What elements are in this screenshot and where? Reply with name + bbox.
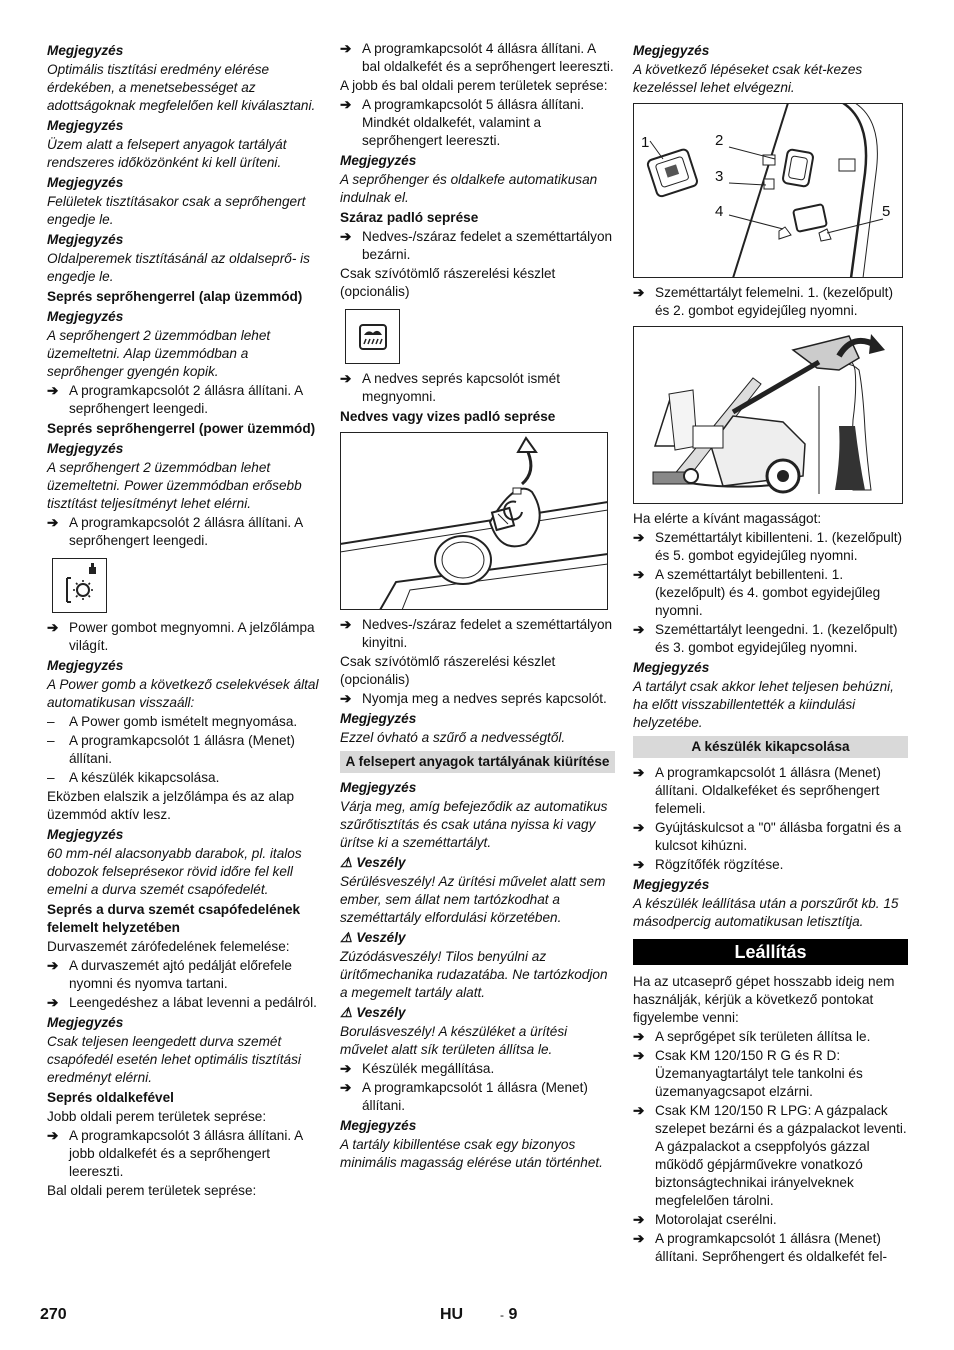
item-text: A programkapcsolót 2 állásra állítani. A seprőhengert leengedi. <box>69 515 303 548</box>
item-text: A programkapcsolót 1 állásra (Menet) állítani. <box>69 733 295 766</box>
section-heading: Seprés a durva szemét csapófedelének felemelt helyzetében <box>47 902 301 935</box>
dash-bullet: – <box>47 714 55 729</box>
section-heading: Seprés seprőhengerrel (power üzemmód) <box>47 421 316 436</box>
item-text: Csak KM 120/150 R G és R D: Üzemanyagtartályt tele tankolni és üzemanyagcsapot elzárni. <box>655 1048 863 1099</box>
note-text: Borulásveszély! A készüléket a ürítési művelet alatt sík területen állítsa le. <box>340 1024 568 1057</box>
note-heading: Megjegyzés <box>47 1015 124 1030</box>
dash-list-item <box>47 732 322 768</box>
section-heading: Seprés seprőhengerrel (alap üzemmód) <box>47 289 303 304</box>
note-text: Felületek tisztításakor csak a seprőhengert engedje le. <box>47 194 306 227</box>
instruction-step <box>340 690 615 708</box>
item-text: A programkapcsolót 1 állásra (Menet) állítani. Seprőhengert és oldalkefét fel- <box>655 1231 887 1264</box>
arrow-icon: ➔ <box>633 1212 645 1227</box>
item-text: Szeméttartályt leengedni. 1. (kezelőpult) és 3. gombot egyidejűleg nyomni. <box>655 622 898 655</box>
arrow-icon: ➔ <box>633 1048 645 1063</box>
dash-list-item <box>47 713 322 731</box>
body-text: Csak szívótömlő rászerelési készlet (opcionális) <box>340 266 556 299</box>
panel-label-5: 5 <box>882 203 891 220</box>
instruction-step <box>633 1102 908 1210</box>
arrow-icon: ➔ <box>47 995 59 1010</box>
note-text: Oldalperemek tisztításánál az oldalseprő- is engedje le. <box>47 251 310 284</box>
subsection-title: A felsepert anyagok tartályának kiürítése <box>340 751 615 773</box>
warning-icon: ⚠ <box>340 930 353 945</box>
dash-list-item <box>47 769 322 787</box>
instruction-step <box>633 764 908 818</box>
body-text: Eközben elalszik a jelzőlámpa és az alap üzemmód aktív lesz. <box>47 789 295 822</box>
item-text: A szeméttartályt bebillenteni. 1. (kezelőpult) és 4. gombot egyidejűleg nyomni. <box>655 567 881 618</box>
instruction-step <box>633 566 908 620</box>
panel-label-4: 4 <box>715 203 724 220</box>
instruction-step <box>340 1060 615 1078</box>
arrow-icon: ➔ <box>633 765 645 780</box>
instruction-step <box>633 1211 908 1229</box>
arrow-icon: ➔ <box>340 97 352 112</box>
body-text: A jobb és bal oldali perem területek seprése: <box>340 78 608 93</box>
item-text: Gyújtáskulcsot a "0" állásba forgatni és a kulcsot kihúzni. <box>655 820 902 853</box>
arrow-icon: ➔ <box>633 622 645 637</box>
item-text: A Power gomb ismételt megnyomása. <box>69 714 298 729</box>
arrow-icon: ➔ <box>47 620 59 635</box>
note-heading: Megjegyzés <box>633 877 710 892</box>
instruction-step <box>47 514 322 550</box>
arrow-icon: ➔ <box>340 1061 352 1076</box>
note-heading: Megjegyzés <box>340 711 417 726</box>
body-text: Ha az utcaseprő gépet hosszabb ideig nem használják, kérjük a következő pontokat figyelembe venni: <box>633 974 895 1025</box>
note-heading: Megjegyzés <box>340 153 417 168</box>
machine-illustration <box>633 326 903 504</box>
instruction-step <box>340 1079 615 1115</box>
local-page-number: 9 <box>508 1306 518 1323</box>
panel-label-3: 3 <box>715 168 724 185</box>
instruction-step <box>47 619 322 655</box>
arrow-icon: ➔ <box>633 820 645 835</box>
item-text: Nedves-/száraz fedelet a szeméttartályon kinyitni. <box>362 617 613 650</box>
arrow-icon: ➔ <box>633 857 645 872</box>
note-heading: Megjegyzés <box>47 175 124 190</box>
lid-illustration <box>340 432 608 610</box>
column-left <box>47 40 322 1201</box>
item-text: Szeméttartályt felemelni. 1. (kezelőpult) és 2. gombot egyidejűleg nyomni. <box>655 285 893 318</box>
instruction-step <box>47 1127 322 1181</box>
note-heading: Megjegyzés <box>47 658 124 673</box>
arrow-icon: ➔ <box>340 691 352 706</box>
item-text: A programkapcsolót 1 állásra (Menet) állítani. <box>362 1080 588 1113</box>
arrow-icon: ➔ <box>633 567 645 582</box>
warning-icon: ⚠ <box>340 1005 353 1020</box>
instruction-step <box>633 529 908 565</box>
language-code: HU <box>440 1306 464 1323</box>
arrow-icon: ➔ <box>47 958 59 973</box>
item-text: Nedves-/száraz fedelet a szeméttartályon bezárni. <box>362 229 613 262</box>
arrow-icon: ➔ <box>633 1231 645 1246</box>
section-heading: Száraz padló seprése <box>340 210 479 225</box>
instruction-step <box>340 370 615 406</box>
item-text: Leengedéshez a lábat levenni a pedálról. <box>69 995 317 1010</box>
note-text: A tartályt csak akkor lehet teljesen behúzni, ha előtt visszabillentették a kiindulási helyzetébe. <box>633 679 894 730</box>
instruction-step <box>340 228 615 264</box>
note-heading: Megjegyzés <box>47 232 124 247</box>
body-text: Durvaszemét zárófedelének felemelése: <box>47 939 290 954</box>
dash-bullet: – <box>47 733 55 748</box>
instruction-step <box>340 616 615 652</box>
instruction-step <box>633 621 908 657</box>
dash-bullet: – <box>47 770 55 785</box>
note-heading: Megjegyzés <box>47 827 124 842</box>
note-text: A seprőhenger és oldalkefe automatikusan indulnak el. <box>340 172 598 205</box>
warning-icon: ⚠ <box>340 855 353 870</box>
arrow-icon: ➔ <box>340 617 352 632</box>
danger-label: Veszély <box>356 930 406 945</box>
note-heading: Megjegyzés <box>633 660 710 675</box>
column-middle <box>340 40 615 1173</box>
arrow-icon: ➔ <box>340 229 352 244</box>
arrow-icon: ➔ <box>633 1029 645 1044</box>
item-text: A programkapcsolót 2 állásra állítani. A seprőhengert leengedi. <box>69 383 303 416</box>
item-text: Rögzítőfék rögzítése. <box>655 857 784 872</box>
note-text: A seprőhengert 2 üzemmódban lehet üzemeltetni. Alap üzemmódban a seprőhenger gyengén kopik. <box>47 328 271 379</box>
note-text: Optimális tisztítási eredmény elérése érdekében, a menetsebességet az adottságoknak megfelelően kell kiválasztani. <box>47 62 316 113</box>
arrow-icon: ➔ <box>47 515 59 530</box>
instruction-step <box>633 1047 908 1101</box>
danger-label: Veszély <box>356 855 406 870</box>
note-text: Ezzel óvható a szűrő a nedvességtől. <box>340 730 566 745</box>
instruction-step <box>633 819 908 855</box>
item-text: A készülék kikapcsolása. <box>69 770 220 785</box>
item-text: Nyomja meg a nedves seprés kapcsolót. <box>362 691 607 706</box>
note-text: Zúzódásveszély! Tilos benyúlni az ürítőmechanika rudazatába. Ne tartózkodjon a megemelt tartály alatt. <box>340 949 608 1000</box>
arrow-icon: ➔ <box>340 41 352 56</box>
arrow-icon: ➔ <box>633 1103 645 1118</box>
instruction-step <box>633 1230 908 1266</box>
instruction-step <box>633 1028 908 1046</box>
body-text: Ha elérte a kívánt magasságot: <box>633 511 822 526</box>
note-text: A következő lépéseket csak két-kezes kezeléssel lehet elvégezni. <box>633 62 863 95</box>
instruction-step <box>633 856 908 874</box>
instruction-step <box>340 96 615 150</box>
item-text: Készülék megállítása. <box>362 1061 495 1076</box>
danger-heading <box>340 1004 615 1022</box>
panel-label-1: 1 <box>641 134 650 151</box>
instruction-step <box>47 994 322 1012</box>
danger-label: Veszély <box>356 1005 406 1020</box>
arrow-icon: ➔ <box>340 371 352 386</box>
note-heading: Megjegyzés <box>47 43 124 58</box>
section-heading: Seprés oldalkefével <box>47 1090 174 1105</box>
arrow-icon: ➔ <box>47 1128 59 1143</box>
body-text: Bal oldali perem területek seprése: <box>47 1183 257 1198</box>
note-heading: Megjegyzés <box>340 1118 417 1133</box>
note-text: 60 mm-nél alacsonyabb darabok, pl. italos dobozok felsepréseкor rövid időre fel kell emelni a durva szemét csapófedelét. <box>47 846 302 897</box>
page-number: 270 <box>40 1306 67 1323</box>
instruction-step <box>340 40 615 76</box>
body-text: Csak szívótömlő rászerelési készlet (opcionális) <box>340 654 556 687</box>
arrow-icon: ➔ <box>633 285 645 300</box>
item-text: A durvaszemét ajtó pedálját előrefele nyomni és nyomva tartani. <box>69 958 292 991</box>
note-text: A tartály kibillentése csak egy bizonyos minimális magasság elérése után történhet. <box>340 1137 603 1170</box>
item-text: Motorolajat cserélni. <box>655 1212 777 1227</box>
panel-label-2: 2 <box>715 132 724 149</box>
note-heading: Megjegyzés <box>633 43 710 58</box>
wet-button-icon <box>345 309 400 364</box>
note-text: A seprőhengert 2 üzemmódban lehet üzemeltetni. Power üzemmódban erősebb tisztítást teljesítményt lehet elérni. <box>47 460 302 511</box>
note-heading: Megjegyzés <box>340 780 417 795</box>
note-text: Sérülésveszély! Az ürítési művelet alatt sem ember, sem állat nem tartózkodhat a szeméttartály elfordulási körzetében. <box>340 874 606 925</box>
item-text: A programkapcsolót 4 állásra állítani. A bal oldalkefét és a seprőhengert leereszti. <box>362 41 614 74</box>
item-text: A seprőgépet sík területen állítsa le. <box>655 1029 871 1044</box>
section-heading: Nedves vagy vizes padló seprése <box>340 409 556 424</box>
item-text: Csak KM 120/150 R LPG: A gázpalack szelepet bezárni és a gázpalackot leventi. A gázpalackot a cseppfolyós gázzal működő gépjárművekre vonatkozó biztonságtechnikai irányelveknek megfelelően tárolni. <box>655 1103 907 1208</box>
danger-heading <box>340 854 615 872</box>
note-heading: Megjegyzés <box>47 441 124 456</box>
arrow-icon: ➔ <box>47 383 59 398</box>
instruction-step <box>633 284 908 320</box>
note-text: Várja meg, amíg befejeződik az automatikus szűrőtisztítás és csak utána nyissa ki vagy ürítse ki a szeméttartályt. <box>340 799 608 850</box>
note-heading: Megjegyzés <box>47 118 124 133</box>
instruction-step <box>47 382 322 418</box>
item-text: Power gombot megnyomni. A jelzőlámpa világít. <box>69 620 315 653</box>
note-text: A készülék leállítása után a porszűrőt kb. 15 másodpercig automatikusan letisztítja. <box>633 896 899 929</box>
page-dash: - <box>500 1308 504 1322</box>
item-text: A programkapcsolót 5 állásra állítani. Mindkét oldalkefét, valamint a seprőhengert leereszti. <box>362 97 585 148</box>
body-text: Jobb oldali perem területek seprése: <box>47 1109 267 1124</box>
arrow-icon: ➔ <box>340 1080 352 1095</box>
power-button-icon <box>52 558 107 613</box>
subsection-title: A készülék kikapcsolása <box>633 736 908 758</box>
note-heading: Megjegyzés <box>47 309 124 324</box>
chapter-title: Leállítás <box>633 939 908 965</box>
item-text: A programkapcsolót 1 állásra (Menet) állítani. Oldalkeféket és seprőhengert felemeli. <box>655 765 881 816</box>
column-right <box>633 40 908 1267</box>
instruction-step <box>47 957 322 993</box>
local-page <box>500 1306 517 1324</box>
note-text: A Power gomb a következő cselekvések által automatikusan visszaáll: <box>47 677 319 710</box>
item-text: A nedves seprés kapcsolót ismét megnyomni. <box>362 371 560 404</box>
note-text: Csak teljesen leengedett durva szemét csapófedél esetén lehet optimális tisztítási eredményt elérni. <box>47 1034 301 1085</box>
item-text: A programkapcsolót 3 állásra állítani. A jobb oldalkefét és a seprőhengert leereszti. <box>69 1128 303 1179</box>
item-text: Szeméttartályt kibillenteni. 1. (kezelőpult) és 5. gombot egyidejűleg nyomni. <box>655 530 903 563</box>
danger-heading <box>340 929 615 947</box>
panel-illustration <box>633 103 903 278</box>
note-text: Üzem alatt a felsepert anyagok tartályát rendszeres időközönként ki kell üríteni. <box>47 137 287 170</box>
arrow-icon: ➔ <box>633 530 645 545</box>
